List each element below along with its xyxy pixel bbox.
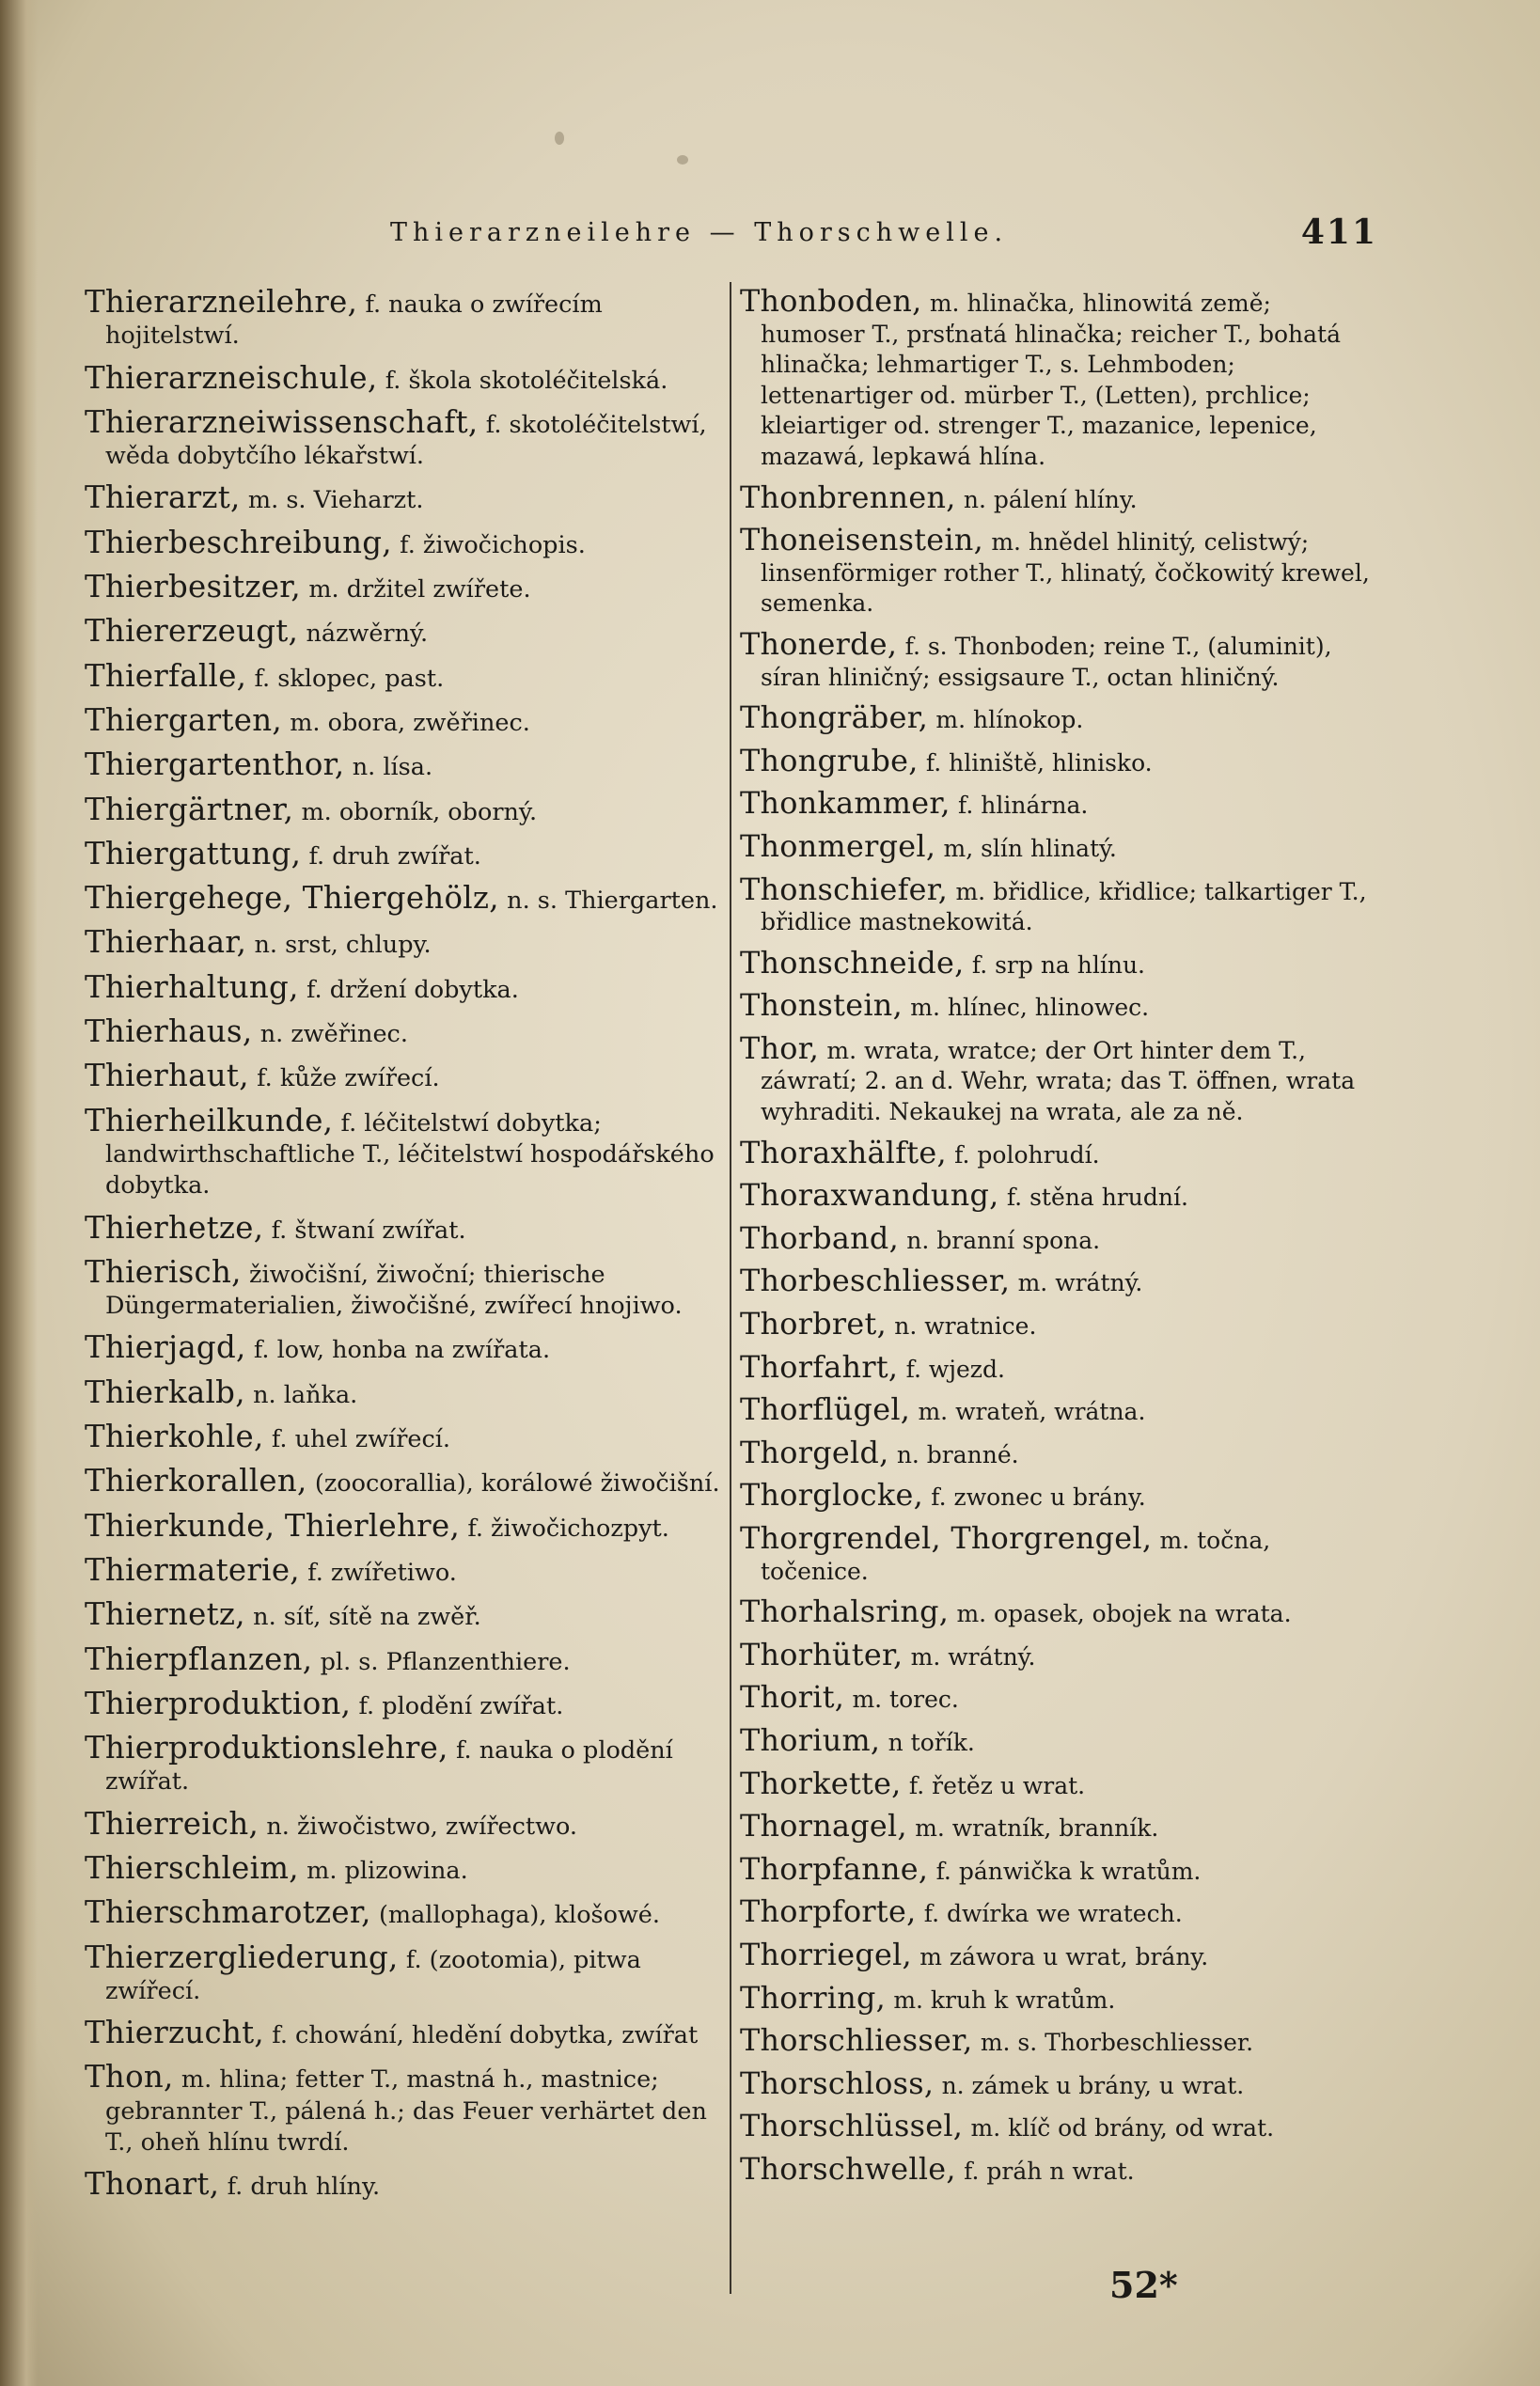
dictionary-entry (740, 1765, 1379, 1807)
dictionary-entry (740, 1262, 1379, 1304)
dictionary-entry (740, 1519, 1379, 1592)
entry-definition: m. točna, točenice. (761, 1527, 1271, 1585)
entry-definition: f. low, honba na zwířata. (253, 1336, 551, 1365)
dictionary-entry (740, 2021, 1379, 2064)
entry-definition: m. oborník, oborný. (301, 797, 538, 826)
entry-headword: Thierzucht, (85, 2015, 265, 2051)
entry-definition: f. kůže zwířecí. (257, 1064, 440, 1093)
dictionary-entry (85, 1684, 733, 1727)
entry-definition: žiwočišní, žiwoční; thierische Düngermaterialien, žiwočišné, zwířecí hnojiwo. (105, 1260, 683, 1321)
entry-headword: Thierarzt, (85, 479, 241, 516)
entry-definition: f. nauka o zwířecím hojitelstwí. (105, 290, 603, 351)
entry-definition: m. opasek, obojek na wrata. (956, 1600, 1292, 1628)
entry-definition: n. zwěřinec. (259, 1020, 408, 1049)
entry-headword: Thiergärtner, (85, 791, 294, 827)
entry-headword: Thierkorallen, (85, 1463, 307, 1499)
entry-definition: f. nauka o plodění zwířat. (105, 1736, 673, 1797)
entry-definition: m. s. Vieharzt. (247, 486, 424, 515)
entry-headword: Thiergehege, Thiergehölz, (85, 880, 499, 917)
entry-definition: m. wratník, branník. (915, 1814, 1159, 1843)
entry-definition: f. zwonec u brány. (931, 1483, 1146, 1512)
entry-headword: Thorit, (740, 1680, 845, 1716)
entry-headword: Thonschiefer, (740, 871, 949, 907)
dictionary-entry (740, 479, 1379, 521)
entry-headword: Thonstein, (740, 988, 903, 1024)
entry-definition: n. branné. (896, 1440, 1019, 1468)
signature-mark: 52* (1109, 2264, 1178, 2306)
dictionary-entry (85, 1550, 733, 1593)
entry-definition: m. torec. (852, 1686, 959, 1714)
entry-headword: Thiergarten, (85, 701, 282, 738)
entry-headword: Thorbret, (740, 1307, 887, 1342)
dictionary-entry (740, 1134, 1379, 1176)
entry-definition: m. hlina; fetter T., mastná h., mastnice; gebrannter T., pálená h.; das Feuer verhärtet den T., oheň hlínu twrdí. (105, 2065, 707, 2158)
entry-headword: Thonart, (85, 2166, 220, 2203)
entry-definition: f. pánwička k wratům. (935, 1857, 1202, 1885)
dictionary-entry (85, 1728, 733, 1803)
entry-headword: Thiermaterie, (85, 1551, 300, 1588)
entry-definition: f. hlinárna. (958, 792, 1089, 820)
entry-headword: Thonschneide, (740, 945, 965, 981)
entry-definition: m. wrátný. (1017, 1269, 1143, 1297)
entry-definition: m. kruh k wratům. (893, 1986, 1116, 2014)
dictionary-entry (740, 282, 1379, 478)
entry-headword: Thonbrennen, (740, 479, 956, 515)
entry-headword: Thor, (740, 1030, 820, 1066)
entry-headword: Thonmergel, (740, 828, 936, 864)
entry-definition: m. plizowina. (306, 1856, 468, 1885)
entry-headword: Thorpforte, (740, 1894, 917, 1930)
entry-headword: Thiererzeugt, (85, 613, 299, 650)
entry-headword: Thonkammer, (740, 786, 951, 822)
entry-definition: f. plodění zwířat. (358, 1691, 564, 1720)
entry-headword: Thorgeld, (740, 1435, 889, 1470)
dictionary-entry (740, 1636, 1379, 1678)
entry-definition: n. síť, sítě na zwěř. (253, 1603, 481, 1632)
entry-definition: f. polohrudí. (954, 1140, 1100, 1169)
entry-headword: Thorglocke, (740, 1478, 923, 1514)
entry-headword: Thorband, (740, 1220, 899, 1256)
dictionary-entry (85, 745, 733, 788)
entry-headword: Thierproduktion, (85, 1685, 352, 1721)
dictionary-entry (740, 1029, 1379, 1133)
dictionary-entry (85, 922, 733, 965)
entry-definition: m, slín hlinatý. (943, 834, 1117, 862)
entry-definition: m. wrátný. (910, 1642, 1036, 1671)
entry-headword: Thorkette, (740, 1766, 902, 1801)
dictionary-entry (740, 521, 1379, 624)
dictionary-entry (85, 2057, 733, 2163)
entry-definition: n. s. Thiergarten. (507, 887, 718, 916)
dictionary-entry (85, 1373, 733, 1416)
entry-definition: f. skotoléčitelstwí, wěda dobytčího lékařstwí. (105, 410, 707, 471)
entry-definition: (zoocorallia), korálowé žiwočišní. (314, 1469, 720, 1499)
dictionary-entry (740, 1219, 1379, 1262)
entry-definition: f. stěna hrudní. (1006, 1184, 1188, 1212)
entry-headword: Thoraxwandung, (740, 1178, 999, 1214)
entry-definition: f. chowání, hledění dobytka, zwířat (272, 2021, 699, 2050)
dictionary-entry (740, 1176, 1379, 1218)
dictionary-entry (740, 699, 1379, 741)
left-column (85, 282, 733, 2209)
header-title: Thierarzneilehre — Thorschwelle. (390, 218, 1009, 247)
entry-definition: m. klíč od brány, od wrat. (970, 2114, 1275, 2143)
dictionary-entry (85, 2013, 733, 2056)
entry-headword: Thorschlüssel, (740, 2109, 964, 2144)
dictionary-entry (85, 402, 733, 478)
dictionary-entry (85, 1056, 733, 1099)
entry-definition: názwěrný. (306, 620, 429, 649)
dictionary-entry (740, 827, 1379, 870)
entry-definition: f. hliniště, hlinisko. (925, 748, 1153, 777)
entry-headword: Thoraxhälfte, (740, 1135, 947, 1170)
entry-definition: m. hlinačka, hlinowitá země; humoser T., prsťnatá hlinačka; reicher T., bohatá hlinačka; lehmartiger T., s. Lehmboden; lettenartiger od. mürber T., (Letten), prchlice; kleiartiger od. strenger T., mazanice, lepenice, mazawá, lepkawá hlína. (761, 290, 1341, 470)
dictionary-entry (85, 1848, 733, 1892)
entry-headword: Thonboden, (740, 284, 922, 319)
entry-headword: Thorschloss, (740, 2065, 935, 2101)
entry-headword: Thonerde, (740, 626, 898, 662)
entry-definition: n. pálení hlíny. (963, 485, 1138, 513)
entry-headword: Thorpfanne, (740, 1851, 929, 1887)
dictionary-entry (85, 1012, 733, 1055)
right-column (740, 282, 1379, 2193)
dictionary-entry (740, 1979, 1379, 2021)
dictionary-entry (740, 1807, 1379, 1849)
entry-headword: Thierschmarotzer, (85, 1894, 371, 1931)
dictionary-entry (740, 1390, 1379, 1433)
entry-headword: Thierreich, (85, 1805, 259, 1842)
entry-headword: Thierhaus, (85, 1013, 253, 1050)
dictionary-entry (85, 2164, 733, 2207)
entry-headword: Thierbesitzer, (85, 569, 302, 605)
entry-definition: f. žiwočichozpyt. (467, 1514, 669, 1543)
entry-definition: m. držitel zwířete. (308, 575, 531, 604)
entry-definition: n. wratnice. (894, 1312, 1037, 1341)
entry-definition: n. žiwočistwo, zwířectwo. (266, 1812, 577, 1841)
entry-definition: m. hlínokop. (935, 706, 1084, 734)
dictionary-entry (85, 523, 733, 566)
entry-definition: f. uhel zwířecí. (271, 1425, 451, 1454)
entry-definition: f. léčitelstwí dobytka; landwirthschaftliche T., léčitelstwí hospodářského dobytka. (105, 1108, 715, 1201)
column-divider (730, 282, 731, 2294)
entry-headword: Thorhalsring, (740, 1594, 950, 1630)
entry-definition: f. žiwočichopis. (400, 530, 586, 559)
entry-definition: f. srp na hlínu. (971, 950, 1146, 979)
dictionary-entry (740, 2150, 1379, 2192)
entry-headword: Thierarzneischule, (85, 359, 378, 396)
dictionary-entry (85, 1417, 733, 1460)
dictionary-entry (740, 1936, 1379, 1978)
dictionary-entry (740, 871, 1379, 943)
entry-headword: Thierarzneiwissenschaft, (85, 403, 479, 440)
dictionary-entry (85, 358, 733, 401)
dictionary-entry (740, 1348, 1379, 1390)
entry-headword: Thorschliesser, (740, 2023, 973, 2059)
entry-definition: f. druh hlíny. (227, 2173, 381, 2202)
dictionary-entry (85, 656, 733, 699)
entry-headword: Thierkunde, Thierlehre, (85, 1507, 461, 1544)
dictionary-entry (85, 1327, 733, 1371)
entry-headword: Thierheilkunde, (85, 1102, 334, 1138)
page-number: 411 (1300, 212, 1377, 252)
entry-definition: n. laňka. (253, 1380, 358, 1409)
entry-headword: Thiergartenthor, (85, 746, 345, 783)
dictionary-entry (740, 742, 1379, 784)
entry-headword: Thorgrendel, Thorgrengel, (740, 1521, 1153, 1556)
dictionary-entry (740, 784, 1379, 826)
entry-definition: f. řetěz u wrat. (908, 1771, 1086, 1799)
entry-headword: Thierbeschreibung, (85, 524, 392, 560)
dictionary-entry (740, 944, 1379, 986)
dictionary-entry (740, 1434, 1379, 1476)
entry-headword: Thiergattung, (85, 835, 302, 871)
dictionary-entry (85, 282, 733, 357)
entry-headword: Thierkalb, (85, 1374, 245, 1410)
entry-definition: m. hnědel hlinitý, celistwý; linsenförmiger rother T., hlinatý, čočkowitý krewel, semenka. (761, 528, 1370, 618)
entry-definition: (mallophaga), klošowé. (378, 1901, 661, 1930)
entry-definition: f. (zootomia), pitwa zwířecí. (105, 1945, 641, 2005)
entry-headword: Thorring, (740, 1980, 887, 2016)
entry-headword: Thierzergliederung, (85, 1939, 399, 1975)
entry-definition: f. škola skotoléčitelská. (385, 366, 668, 395)
entry-definition: m záwora u wrat, brány. (919, 1942, 1209, 1970)
dictionary-entry (85, 1252, 733, 1327)
dictionary-entry (740, 1476, 1379, 1518)
entry-headword: Thierhaut, (85, 1058, 249, 1094)
paper-spot (555, 132, 564, 145)
entry-headword: Thierhaltung, (85, 968, 299, 1005)
entry-definition: m. wrateň, wrátna. (918, 1398, 1146, 1426)
entry-headword: Thierarzneilehre, (85, 284, 358, 320)
entry-definition: m. hlínec, hlinowec. (910, 994, 1150, 1022)
entry-definition: f. sklopec, past. (254, 664, 445, 693)
entry-headword: Thoneisenstein, (740, 523, 984, 558)
paper-spot (677, 155, 688, 165)
dictionary-entry (740, 2107, 1379, 2149)
entry-definition: m. s. Thorbeschliesser. (980, 2029, 1254, 2057)
entry-headword: Thierschleim, (85, 1849, 299, 1886)
entry-headword: Thierkohle, (85, 1419, 264, 1455)
dictionary-entry (740, 1678, 1379, 1720)
dictionary-entry (740, 1892, 1379, 1935)
entry-headword: Thon, (85, 2059, 174, 2096)
dictionary-entry (740, 1850, 1379, 1892)
dictionary-entry (85, 878, 733, 921)
dictionary-entry (85, 1938, 733, 2013)
dictionary-entry (85, 790, 733, 833)
entry-headword: Thierhetze, (85, 1209, 264, 1246)
dictionary-entry (740, 625, 1379, 698)
entry-headword: Thorbeschliesser, (740, 1264, 1011, 1299)
entry-definition: f. držení dobytka. (306, 975, 519, 1004)
entry-headword: Thorriegel, (740, 1937, 912, 1972)
entry-headword: Thongräber, (740, 700, 929, 736)
entry-headword: Thorflügel, (740, 1392, 911, 1428)
entry-headword: Thiernetz, (85, 1596, 245, 1633)
dictionary-entry (740, 2064, 1379, 2107)
entry-definition: f. zwířetiwo. (307, 1558, 457, 1587)
dictionary-entry (85, 1208, 733, 1251)
dictionary-entry (85, 834, 733, 877)
entry-headword: Thorhüter, (740, 1637, 904, 1672)
dictionary-entry (85, 1892, 733, 1936)
dictionary-entry (740, 1721, 1379, 1764)
entry-definition: n tořík. (888, 1728, 975, 1756)
entry-headword: Thongrube, (740, 743, 919, 778)
dictionary-entry (740, 1305, 1379, 1347)
running-header (371, 209, 1377, 256)
entry-definition: pl. s. Pflanzenthiere. (320, 1647, 571, 1676)
entry-headword: Thorfahrt, (740, 1349, 899, 1385)
dictionary-entry (740, 1593, 1379, 1635)
entry-headword: Thornagel, (740, 1809, 907, 1844)
entry-definition: f. štwaní zwířat. (271, 1216, 466, 1245)
entry-definition: n. lísa. (352, 753, 433, 782)
dictionary-entry (85, 567, 733, 610)
entry-headword: Thierisch, (85, 1253, 242, 1290)
entry-definition: m. wrata, wratce; der Ort hinter dem T., záwratí; 2. an d. Wehr, wrata; das T. öffnen, wrata wyhraditi. Nekaukej na wrata, ale za ně. (761, 1036, 1356, 1126)
entry-headword: Thorschwelle, (740, 2151, 956, 2187)
entry-definition: f. s. Thonboden; reine T., (aluminit), síran hliničný; essigsaure T., octan hliničný. (761, 632, 1332, 691)
dictionary-entry (85, 1461, 733, 1504)
book-gutter (0, 0, 38, 2386)
entry-definition: m. obora, zwěřinec. (290, 708, 530, 737)
dictionary-entry (85, 1506, 733, 1549)
entry-headword: Thierhaar, (85, 924, 247, 961)
dictionary-entry (85, 478, 733, 521)
dictionary-entry (85, 1594, 733, 1638)
dictionary-entry (85, 1101, 733, 1207)
entry-headword: Thierpflanzen, (85, 1640, 313, 1677)
entry-definition: f. wjezd. (905, 1355, 1005, 1383)
entry-definition: f. dwírka we wratech. (923, 1900, 1183, 1928)
dictionary-entry (740, 986, 1379, 1028)
dictionary-entry (85, 700, 733, 744)
entry-definition: n. zámek u brány, u wrat. (941, 2071, 1245, 2099)
dictionary-entry (85, 1640, 733, 1683)
dictionary-entry (85, 1804, 733, 1847)
entry-headword: Thorium, (740, 1722, 881, 1758)
entry-headword: Thierjagd, (85, 1329, 246, 1366)
entry-headword: Thierfalle, (85, 657, 247, 694)
entry-definition: n. srst, chlupy. (254, 931, 432, 960)
dictionary-entry (85, 611, 733, 654)
dictionary-entry (85, 967, 733, 1011)
entry-definition: f. práh n wrat. (964, 2157, 1135, 2185)
entry-definition: m. břidlice, křidlice; talkartiger T., břidlice mastnekowitá. (761, 877, 1367, 936)
entry-headword: Thierproduktionslehre, (85, 1730, 448, 1766)
entry-definition: n. branní spona. (906, 1226, 1101, 1254)
entry-definition: f. druh zwířat. (308, 841, 481, 871)
